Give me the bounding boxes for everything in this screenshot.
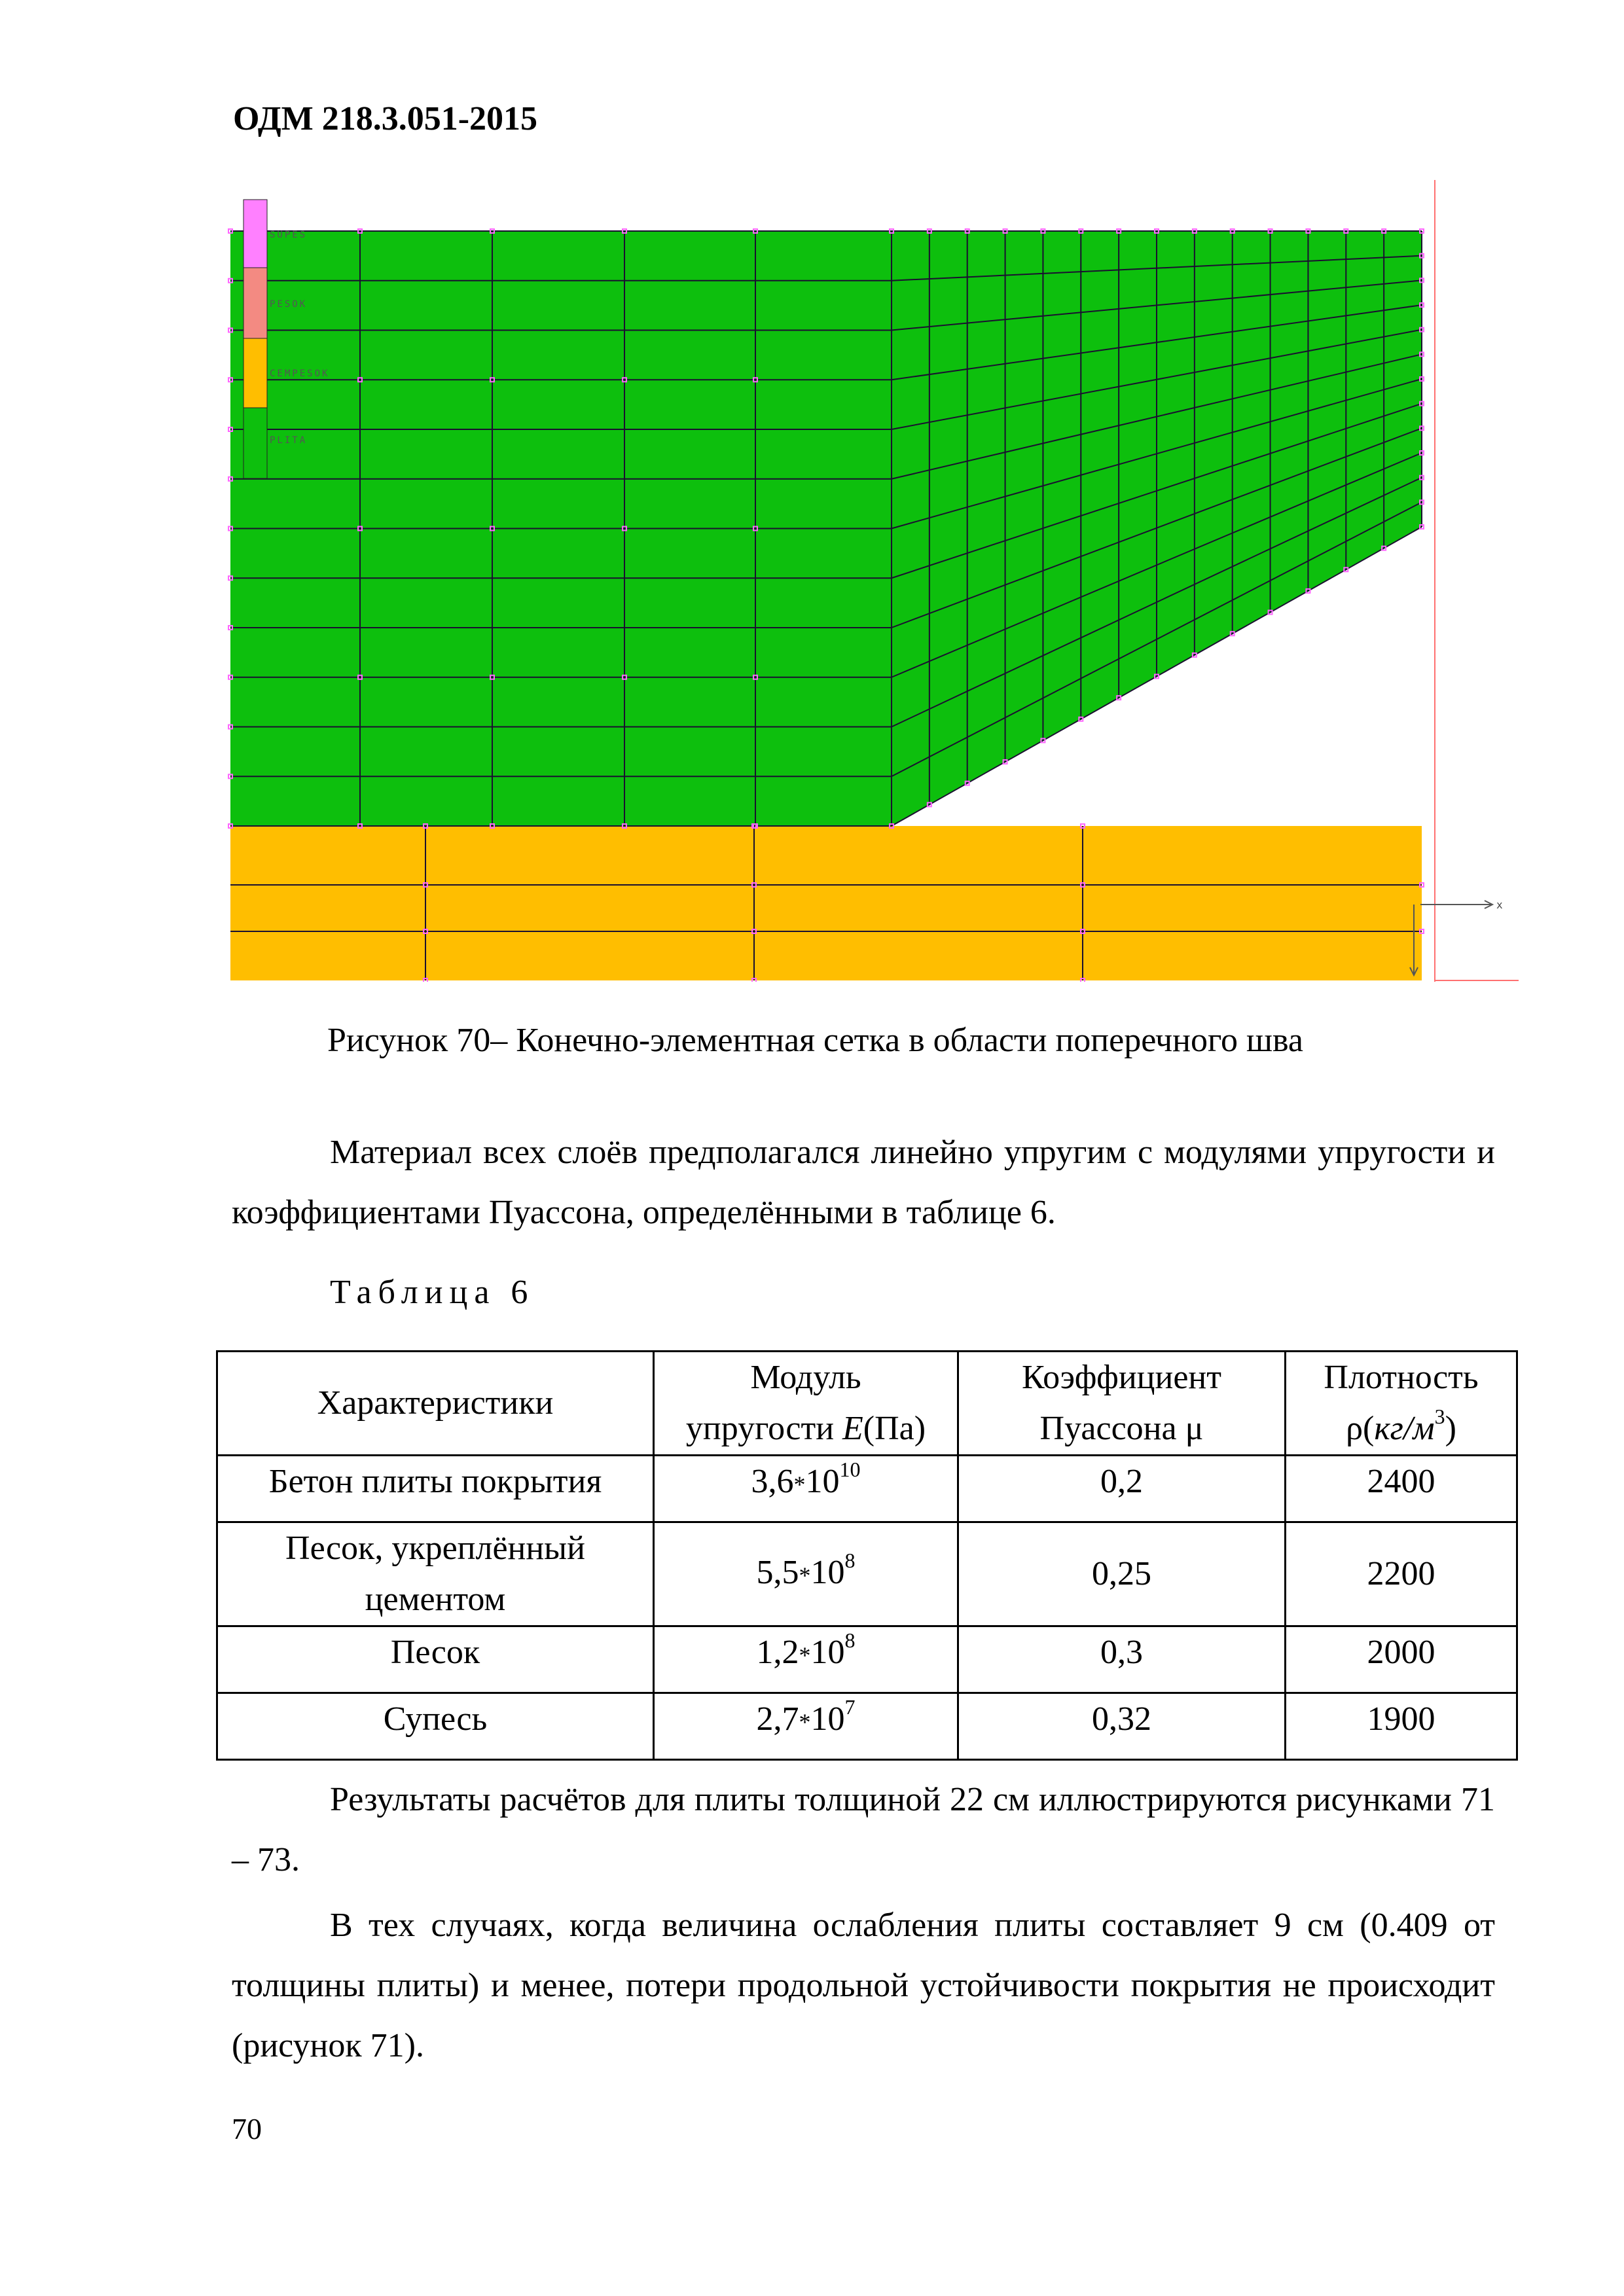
row-modulus: $1,2*10^8$ xyxy=(654,1626,958,1693)
fe-mesh-figure xyxy=(223,173,1519,982)
material-properties-table xyxy=(216,1350,1518,1761)
legend-label-plita: PLITA xyxy=(270,435,308,446)
table-row xyxy=(217,1693,1517,1760)
header-density: Плотность $\rho(кг/м^3)$ xyxy=(1286,1352,1517,1456)
table-row xyxy=(217,1456,1517,1522)
base-region xyxy=(230,826,1422,980)
legend-label-cempesok: CEMPESOK xyxy=(270,368,330,379)
page-number: 70 xyxy=(232,2112,262,2145)
header-poisson: Коэффициент Пуассона μ xyxy=(958,1352,1286,1456)
row-density: 2200 xyxy=(1286,1522,1517,1626)
row-poisson: 0,25 xyxy=(958,1522,1286,1626)
row-name: Песок, укреплённый цементом xyxy=(217,1522,654,1626)
row-name: Бетон плиты покрытия xyxy=(217,1456,654,1522)
header-modulus: Модуль упругости E(Па) xyxy=(654,1352,958,1456)
legend-swatch-plita xyxy=(244,408,267,478)
row-poisson: 0,32 xyxy=(958,1693,1286,1760)
legend-swatch-cempesok xyxy=(244,338,267,408)
paragraph-materials: Материал всех слоёв предполагался линейно упругим с модулями упругости и коэффициентами Пуассона, определёнными в таблице 6. xyxy=(232,1134,1495,1231)
table-title: Таблица 6 xyxy=(330,1274,535,1311)
row-name: Супесь xyxy=(217,1693,654,1760)
row-name: Песок xyxy=(217,1626,654,1693)
table-header-row xyxy=(217,1352,1517,1456)
table-row xyxy=(217,1626,1517,1693)
row-modulus: $5,5*10^8$ xyxy=(654,1522,958,1626)
row-poisson: 0,2 xyxy=(958,1456,1286,1522)
row-density: 2400 xyxy=(1286,1456,1517,1522)
table-row xyxy=(217,1522,1517,1626)
row-modulus: $3,6*10^{10}$ xyxy=(654,1456,958,1522)
paragraph-stability: В тех случаях, когда величина ослабления плиты составляет 9 см (0.409 от толщины плиты) и менее, потери продольной устойчивости покрытия не происходит (рисунок 71). xyxy=(232,1907,1495,2064)
x-axis-label: x xyxy=(1496,899,1503,911)
row-density: 1900 xyxy=(1286,1693,1517,1760)
legend-label-pesok: PESOK xyxy=(270,299,308,310)
row-density: 2000 xyxy=(1286,1626,1517,1693)
header-characteristics: Характеристики xyxy=(217,1352,654,1456)
legend-swatch-supes xyxy=(244,200,267,268)
legend-swatch-pesok xyxy=(244,268,267,338)
figure-caption: Рисунок 70– Конечно-элементная сетка в области поперечного шва xyxy=(327,1022,1303,1059)
legend-label-supes: SUPES xyxy=(270,230,308,240)
row-poisson: 0,3 xyxy=(958,1626,1286,1693)
axis-triad xyxy=(1410,901,1492,975)
paragraph-results: Результаты расчётов для плиты толщиной 22 см иллюстрируются рисунками 71 – 73. xyxy=(232,1781,1495,1878)
row-modulus: $2,7*10^7$ xyxy=(654,1693,958,1760)
document-header: ОДМ 218.3.051-2015 xyxy=(233,100,538,137)
